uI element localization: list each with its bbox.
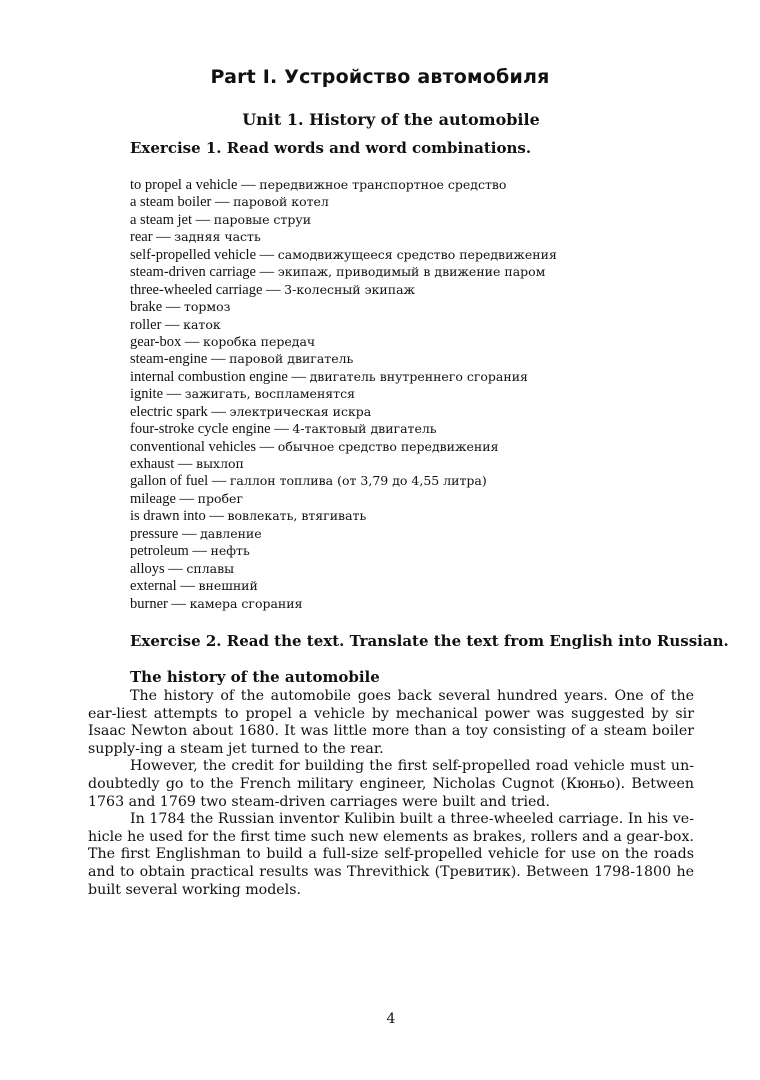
vocab-dash: —	[211, 403, 226, 420]
vocab-dash: —	[181, 525, 197, 542]
text-paragraph: In 1784 the Russian inventor Kulibin built a three-wheeled carriage. In his ve-hicle he used for the first time such new elements as brakes, rollers and a gear-box. The first Englishman to build a full-size self-propelled vehicle for use on the roads and to obtain practical results was Threvithick (Тревитик). Between 1798-1800 he built several working models.	[88, 811, 694, 898]
vocab-item	[130, 281, 690, 298]
vocab-dash: —	[210, 351, 226, 368]
vocab-translation: нефть	[210, 543, 250, 559]
vocab-item	[130, 455, 690, 472]
vocab-term: alloys	[130, 560, 165, 577]
vocab-term: four-stroke cycle engine	[130, 421, 271, 438]
vocab-term: mileage	[130, 490, 176, 507]
vocab-term: gallon of fuel	[130, 473, 209, 490]
vocab-dash: —	[165, 299, 181, 316]
vocab-item	[130, 333, 690, 350]
vocab-term: exhaust	[130, 456, 175, 472]
vocab-dash: —	[177, 456, 193, 472]
vocab-term: rear	[130, 229, 153, 246]
vocab-dash: —	[214, 194, 230, 211]
vocab-item	[130, 472, 690, 489]
vocab-translation: обычное средство передвижения	[277, 438, 499, 454]
vocab-translation: коробка передач	[203, 333, 316, 349]
vocab-translation: камера сгорания	[189, 595, 303, 611]
vocab-dash: —	[211, 473, 227, 490]
vocab-dash: —	[184, 333, 200, 350]
vocab-item	[130, 246, 690, 263]
vocab-dash: —	[165, 316, 180, 333]
vocab-item	[130, 228, 690, 245]
vocab-term: petroleum	[130, 543, 189, 560]
vocab-item	[130, 316, 690, 333]
vocab-term: ignite	[130, 386, 164, 403]
vocab-term: burner	[130, 595, 168, 612]
page-number: 4	[386, 1011, 396, 1027]
vocab-term: to propel a vehicle	[130, 177, 238, 193]
vocab-dash: —	[179, 490, 195, 507]
vocab-dash: —	[168, 560, 183, 577]
unit-title: Unit 1. History of the automobile	[242, 110, 540, 129]
vocab-dash: —	[241, 177, 256, 193]
vocab-translation: паровые струи	[213, 211, 312, 227]
vocab-item	[130, 176, 690, 193]
vocab-dash: —	[156, 229, 171, 246]
vocab-translation: паровой двигатель	[229, 351, 354, 367]
vocab-term: internal combustion engine	[130, 368, 288, 385]
vocab-item	[130, 263, 690, 280]
vocab-item	[130, 193, 690, 210]
vocab-translation: сплавы	[186, 560, 235, 576]
vocab-item	[130, 438, 690, 455]
vocab-translation: выхлоп	[196, 456, 244, 471]
vocab-term: self-propelled vehicle	[130, 246, 257, 263]
vocab-translation: паровой котел	[233, 194, 329, 210]
vocab-dash: —	[195, 211, 211, 228]
vocab-translation: тормоз	[183, 299, 231, 315]
vocab-dash: —	[259, 264, 275, 281]
vocab-dash: —	[291, 368, 306, 385]
vocab-dash: —	[209, 508, 224, 525]
vocab-term: a steam jet	[130, 211, 193, 228]
vocab-translation: двигатель внутреннего сгорания	[309, 368, 528, 384]
vocab-translation: давление	[200, 525, 262, 541]
vocab-item	[130, 420, 690, 437]
vocab-term: external	[130, 578, 177, 595]
vocab-translation: задняя часть	[174, 229, 261, 245]
vocab-translation: каток	[183, 316, 221, 332]
vocab-dash: —	[274, 421, 289, 438]
body-text	[88, 688, 694, 899]
part-title: Part I. Устройство автомобиля	[210, 66, 550, 88]
vocab-term: conventional vehicles	[130, 438, 257, 455]
vocab-translation: передвижное транспортное средство	[259, 177, 507, 192]
vocab-item	[130, 577, 690, 594]
vocab-dash: —	[180, 578, 195, 595]
vocab-translation: вовлекать, втягивать	[227, 508, 367, 524]
vocab-term: electric spark	[130, 403, 208, 420]
vocab-term: is drawn into	[130, 508, 206, 525]
vocab-translation: 4-тактовый двигатель	[292, 421, 437, 437]
text-paragraph: However, the credit for building the first self-propelled road vehicle must un-doubtedly go to the French military engineer, Nicholas Cugnot (Кюньо). Between 1763 and 1769 two steam-driven carriages were built and tried.	[88, 758, 694, 810]
vocab-dash: —	[171, 595, 186, 612]
vocabulary-list	[130, 176, 690, 612]
text-paragraph: The history of the automobile goes back several hundred years. One of the ear-liest attempts to propel a vehicle by mechanical power was suggested by sir Isaac Newton about 1680. It was little more than a toy consisting of a steam boiler supply-ing a steam jet turned to the rear.	[88, 688, 694, 757]
vocab-item	[130, 211, 690, 228]
vocab-item	[130, 350, 690, 367]
vocab-dash: —	[259, 246, 275, 263]
vocab-dash: —	[192, 543, 207, 560]
exercise-1-title: Exercise 1. Read words and word combinations.	[130, 139, 532, 157]
vocab-translation: зажигать, воспламенятся	[184, 386, 355, 402]
vocab-item	[130, 385, 690, 402]
vocab-item	[130, 368, 690, 385]
vocab-item	[130, 403, 690, 420]
vocab-translation: экипаж, приводимый в движение паром	[277, 264, 546, 280]
exercise-2-title: Exercise 2. Read the text. Translate the text from English into Russian.	[130, 632, 729, 650]
vocab-translation: внешний	[198, 578, 258, 594]
text-title: The history of the automobile	[130, 668, 380, 686]
vocab-term: steam-engine	[130, 351, 208, 368]
vocab-translation: самодвижущееся средство передвижения	[277, 246, 557, 262]
vocab-item	[130, 560, 690, 577]
vocab-dash: —	[259, 438, 275, 455]
vocab-translation: 3-колесный экипаж	[284, 281, 416, 297]
vocab-term: brake	[130, 299, 163, 316]
vocab-translation: электрическая искра	[229, 403, 372, 419]
vocab-item	[130, 595, 690, 612]
vocab-translation: галлон топлива (от 3,79 до 4,55 литра)	[229, 473, 487, 489]
vocab-item	[130, 298, 690, 315]
vocab-translation: пробег	[197, 490, 243, 506]
vocab-item	[130, 525, 690, 542]
vocab-item	[130, 490, 690, 507]
vocab-item	[130, 507, 690, 524]
vocab-term: steam-driven carriage	[130, 264, 256, 281]
vocab-dash: —	[166, 386, 182, 403]
vocab-term: gear-box	[130, 333, 182, 350]
vocab-term: pressure	[130, 525, 179, 542]
vocab-item	[130, 542, 690, 559]
vocab-term: a steam boiler	[130, 194, 212, 211]
vocab-term: roller	[130, 316, 162, 333]
vocab-dash: —	[266, 281, 281, 298]
vocab-term: three-wheeled carriage	[130, 281, 263, 298]
